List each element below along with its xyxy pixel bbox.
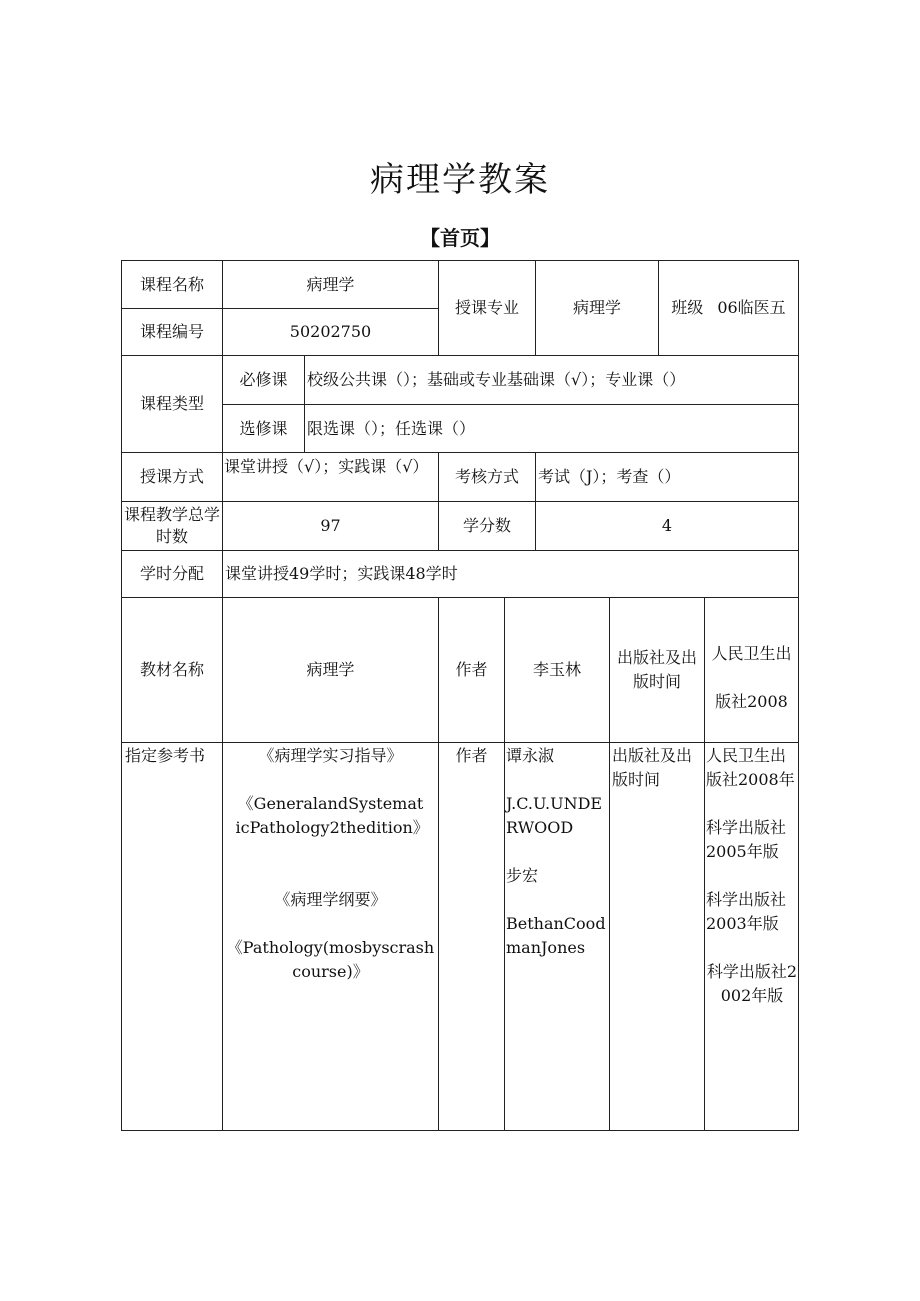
credits-label: 学分数 [438,501,536,551]
class-cell [658,260,799,356]
textbook-value: 病理学 [222,597,439,743]
course-name-label: 课程名称 [121,260,223,309]
elective-label: 选修课 [222,404,305,453]
references-author-label-text: 作者 [455,746,488,765]
teaching-method-text: 课堂讲授（√）；实践课（√） [224,457,429,476]
references-publisher-label-text: 出版社及出版时间 [612,746,693,789]
references-label [121,742,223,1131]
references-author-label [438,742,505,1131]
reference-book-1: 《病理学实习指导》 [258,746,403,765]
textbook-label: 教材名称 [121,597,223,743]
textbook-publisher-label-text: 出版社及出版时间 [616,648,697,691]
references-books [222,742,439,1131]
page-subtitle: 【首页】 [420,226,500,250]
reference-author-2: J.C.U.UNDERWOOD [506,794,603,837]
assessment-label: 考核方式 [438,452,536,502]
required-value: 校级公共课（）；基础或专业基础课（√）；专业课（） [304,355,799,405]
textbook-publisher-line1: 人民卫生出 [711,644,792,663]
textbook-publisher [704,597,799,743]
hours-distribution-value: 课堂讲授49学时；实践课48学时 [222,550,799,598]
reference-publisher-1: 人民卫生出版社2008年 [706,746,795,789]
references-authors [504,742,610,1131]
hours-distribution-label: 学时分配 [121,550,223,598]
major-label: 授课专业 [438,260,536,356]
reference-author-3: 步宏 [506,866,539,885]
reference-publisher-2: 科学出版社2005年版 [706,818,787,861]
assessment-value: 考试（J）；考查（） [535,452,799,502]
class-value: 06临医五 [717,298,786,317]
textbook-publisher-line2: 版社2008 [715,692,788,711]
credits-value: 4 [535,501,799,551]
reference-book-4: 《Pathology(mosbyscrashcourse)》 [226,938,435,981]
course-type-label: 课程类型 [121,355,223,453]
elective-value: 限选课（）；任选课（） [304,404,799,453]
reference-author-4: BethanCoodmanJones [506,914,606,957]
total-hours-label-text: 课程教学总学时数 [124,505,221,546]
reference-publisher-3: 科学出版社2003年版 [706,890,787,933]
references-publishers [704,742,799,1131]
course-code-label: 课程编号 [121,308,223,356]
teaching-method-label: 授课方式 [121,452,223,502]
course-code-value: 50202750 [222,308,439,356]
references-publisher-label [609,742,705,1131]
teaching-method-value [222,452,439,502]
major-value: 病理学 [535,260,659,356]
total-hours-value: 97 [222,501,439,551]
reference-book-2: 《GeneralandSystematicPathology2thedition》 [235,794,429,837]
page-title: 病理学教案 [370,160,550,200]
total-hours-label [121,501,223,551]
textbook-author-label: 作者 [438,597,505,743]
textbook-publisher-label [609,597,705,743]
reference-publisher-4: 科学出版社2002年版 [706,962,798,1005]
course-name-value: 病理学 [222,260,439,309]
class-label: 班级 [671,298,704,317]
reference-author-1: 谭永淑 [506,746,555,765]
reference-book-3: 《病理学纲要》 [274,890,387,909]
references-label-text: 指定参考书 [125,746,206,765]
required-label: 必修课 [222,355,305,405]
textbook-author: 李玉林 [504,597,610,743]
